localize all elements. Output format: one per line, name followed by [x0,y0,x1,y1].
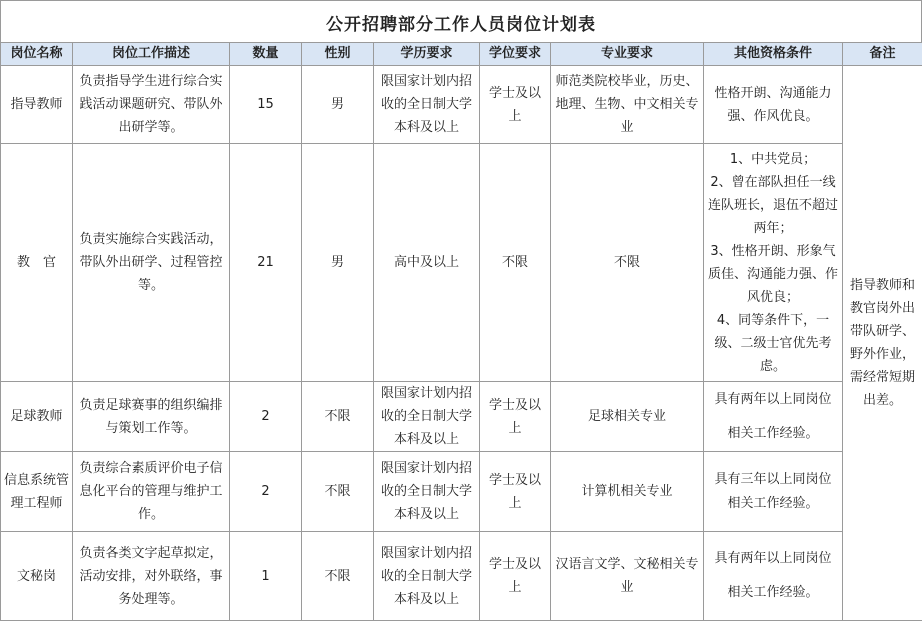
cell-degree: 学士及以上 [480,532,551,621]
cell-gender: 不限 [302,452,374,532]
header-degree: 学位要求 [480,43,551,66]
cell-major: 计算机相关专业 [551,452,704,532]
cell-other-qualifications [704,382,843,452]
header-major: 专业要求 [551,43,704,66]
qualification-line: 相关工作经验。 [727,495,819,511]
header-job-description: 岗位工作描述 [73,43,230,66]
cell-gender: 不限 [302,382,374,452]
table-row [1,66,922,144]
position-plan-table [0,42,922,621]
qualification-line: 相关工作经验。 [727,585,819,600]
cell-remarks: 指导教师和教官岗外出带队研学、野外作业，需经常短期出差。 [843,66,922,621]
header-education: 学历要求 [374,43,480,66]
cell-job-description: 负责指导学生进行综合实践活动课题研究、带队外出研学等。 [73,66,230,144]
cell-major: 不限 [551,144,704,382]
table-row [1,382,922,452]
cell-position-name: 足球教师 [1,382,73,452]
cell-gender: 男 [302,144,374,382]
header-remarks: 备注 [843,43,922,66]
cell-position-name: 信息系统管理工程师 [1,452,73,532]
qualification-line: 1、中共党员； [729,151,817,167]
cell-job-description: 负责足球赛事的组织编排与策划工作等。 [73,382,230,452]
table-header-row [1,43,922,66]
cell-education: 限国家计划内招收的全日制大学本科及以上 [374,532,480,621]
header-count: 数量 [230,43,302,66]
cell-job-description: 负责实施综合实践活动，带队外出研学、过程管控等。 [73,144,230,382]
cell-other-qualifications [704,532,843,621]
qualification-line: 具有两年以上同岗位 [714,551,832,566]
cell-degree: 不限 [480,144,551,382]
page-title: 公开招聘部分工作人员岗位计划表 [0,0,922,43]
header-other-qualifications: 其他资格条件 [704,43,843,66]
qualification-line: 相关工作经验。 [727,425,819,441]
table-row [1,144,922,382]
qualification-line: 性格开朗、沟通能力强、作风优良。 [714,85,832,124]
qualification-line: 3、性格开朗、形象气质佳、沟通能力强、作风优良； [707,243,838,305]
header-gender: 性别 [302,43,374,66]
header-position-name: 岗位名称 [1,43,73,66]
cell-major: 汉语言文学、文秘相关专业 [551,532,704,621]
cell-position-name: 指导教师 [1,66,73,144]
cell-education: 限国家计划内招收的全日制大学本科及以上 [374,382,480,452]
cell-count: 1 [230,532,302,621]
cell-other-qualifications [704,452,843,532]
cell-count: 15 [230,66,302,144]
cell-education: 高中及以上 [374,144,480,382]
cell-education: 限国家计划内招收的全日制大学本科及以上 [374,452,480,532]
cell-education: 限国家计划内招收的全日制大学本科及以上 [374,66,480,144]
cell-other-qualifications [704,66,843,144]
table-row [1,452,922,532]
cell-job-description: 负责综合素质评价电子信息化平台的管理与维护工作。 [73,452,230,532]
cell-gender: 不限 [302,532,374,621]
cell-count: 2 [230,382,302,452]
line-gap [707,571,839,581]
cell-major: 足球相关专业 [551,382,704,452]
line-gap [707,412,839,422]
cell-position-name: 文秘岗 [1,532,73,621]
cell-count: 21 [230,144,302,382]
cell-count: 2 [230,452,302,532]
qualification-line: 具有两年以上同岗位 [714,391,832,407]
cell-degree: 学士及以上 [480,66,551,144]
cell-major: 师范类院校毕业，历史、地理、生物、中文相关专业 [551,66,704,144]
table-row [1,532,922,621]
qualification-line: 2、曾在部队担任一线连队班长，退伍不超过两年； [707,174,838,236]
cell-gender: 男 [302,66,374,144]
cell-other-qualifications [704,144,843,382]
qualification-line: 具有三年以上同岗位 [714,471,832,487]
cell-position-name: 教 官 [1,144,73,382]
cell-job-description: 负责各类文字起草拟定，活动安排，对外联络，事务处理等。 [73,532,230,621]
cell-degree: 学士及以上 [480,382,551,452]
cell-degree: 学士及以上 [480,452,551,532]
qualification-line: 4、同等条件下，一级、二级士官优先考虑。 [714,312,832,374]
